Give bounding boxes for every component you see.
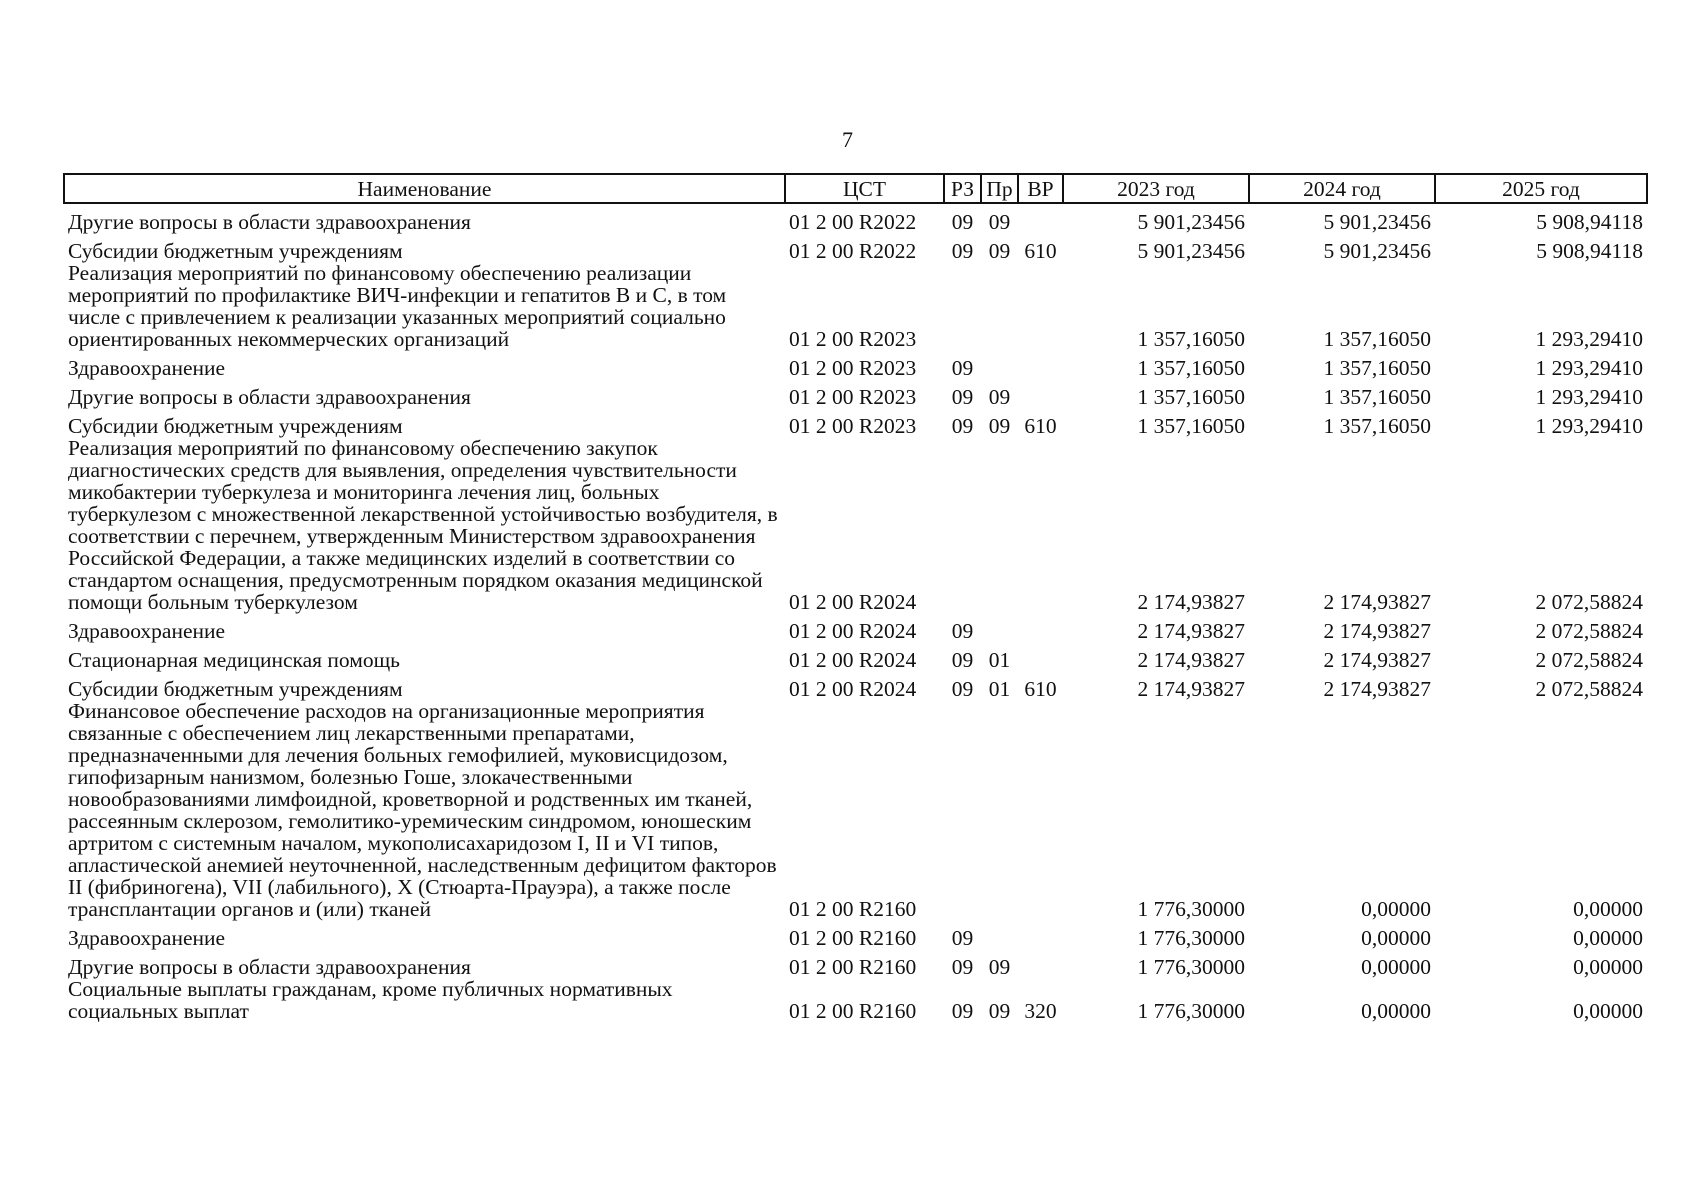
- cell-y2023: 1 357,16050: [1137, 356, 1245, 380]
- header-2024: 2024 год: [1249, 174, 1435, 203]
- cell-y2025: 2 072,58824: [1535, 648, 1643, 672]
- cell-vr: [1018, 949, 1063, 978]
- cell-y2023: 1 776,30000: [1137, 926, 1245, 950]
- cell-vr: [1018, 613, 1063, 642]
- cell-y2025: 5 908,94118: [1536, 239, 1643, 263]
- cell-pr: [981, 437, 1018, 613]
- cell-y2023: 2 174,93827: [1137, 590, 1245, 614]
- cell-y2024: 2 174,93827: [1323, 677, 1431, 701]
- table-row: [64, 613, 1647, 642]
- cell-y2024: 0,00000: [1361, 999, 1431, 1023]
- budget-table: [63, 173, 1648, 1022]
- cell-y2024: 1 357,16050: [1323, 385, 1431, 409]
- cell-y2024: 1 357,16050: [1323, 356, 1431, 380]
- header-rz: РЗ: [944, 174, 981, 203]
- cell-name: Субсидии бюджетным учреждениям: [68, 414, 403, 438]
- table-row: [64, 233, 1647, 262]
- cell-name: Реализация мероприятий по финансовому обеспечению закупок диагностических средств для выявления, определения чувствительности микобактерии туберкулеза и мониторинга лечения лиц, больных туберкулезом с множественной лекарственной устойчивостью возбудителя, в соответствии с перечнем, утвержденным Министерством здравоохранения Российской Федерации, а также медицинских изделий в соответствии со стандартом оснащения, предусмотренным порядком оказания медицинской помощи больным туберкулезом: [68, 436, 778, 614]
- table-row: [64, 671, 1647, 700]
- cell-y2025: 1 293,29410: [1535, 327, 1643, 351]
- cell-rz: 09: [951, 999, 974, 1023]
- cell-y2024: 1 357,16050: [1323, 327, 1431, 351]
- cell-rz: [944, 700, 981, 920]
- cell-vr: 610: [1024, 677, 1057, 701]
- cell-rz: 09: [951, 677, 974, 701]
- cell-y2025: 2 072,58824: [1535, 590, 1643, 614]
- cell-y2024: 0,00000: [1361, 897, 1431, 921]
- cell-y2024: 5 901,23456: [1323, 239, 1431, 263]
- cell-y2025: 0,00000: [1573, 955, 1643, 979]
- cell-y2023: 2 174,93827: [1137, 677, 1245, 701]
- cell-y2025: 0,00000: [1573, 926, 1643, 950]
- cell-y2025: 2 072,58824: [1535, 677, 1643, 701]
- cell-pr: [981, 350, 1018, 379]
- cell-pr: 09: [988, 955, 1011, 979]
- header-vr: ВР: [1018, 174, 1063, 203]
- cell-vr: 610: [1024, 414, 1057, 438]
- cell-cst: 01 2 00 R2022: [789, 210, 917, 234]
- cell-cst: 01 2 00 R2023: [789, 414, 917, 438]
- table-row: [64, 949, 1647, 978]
- cell-y2023: 5 901,23456: [1137, 210, 1245, 234]
- cell-vr: [1018, 700, 1063, 920]
- table-row: [64, 203, 1647, 233]
- cell-name: Финансовое обеспечение расходов на организационные мероприятия связанные с обеспечением лиц лекарственными препаратами, предназначенными для лечения больных гемофилией, муковисцидозом, гипофизарным нанизмом, болезнью Гоше, злокачественными новообразованиями лимфоидной, кроветворной и родственных им тканей, рассеянным склерозом, гемолитико-уремическим синдромом, юношеским артритом с системным началом, мукополисахаридозом I, II и VI типов, апластической анемией неуточненной, наследственным дефицитом факторов II (фибриногена), VII (лабильного), X (Стюарта-Прауэра), а также после трансплантации органов и (или) тканей: [68, 699, 777, 921]
- cell-vr: [1018, 203, 1063, 233]
- cell-cst: 01 2 00 R2024: [789, 677, 917, 701]
- cell-cst: 01 2 00 R2022: [789, 239, 917, 263]
- cell-y2023: 2 174,93827: [1137, 648, 1245, 672]
- cell-cst: 01 2 00 R2160: [789, 926, 917, 950]
- cell-rz: 09: [951, 414, 974, 438]
- cell-pr: 01: [988, 648, 1011, 672]
- table-row: [64, 408, 1647, 437]
- table-body: [64, 203, 1647, 1022]
- cell-name: Здравоохранение: [68, 926, 226, 950]
- cell-cst: 01 2 00 R2160: [789, 999, 917, 1023]
- cell-name: Субсидии бюджетным учреждениям: [68, 239, 403, 263]
- cell-y2025: 0,00000: [1573, 999, 1643, 1023]
- cell-rz: 09: [951, 619, 974, 643]
- cell-vr: [1018, 437, 1063, 613]
- cell-pr: 09: [988, 999, 1011, 1023]
- cell-y2024: 0,00000: [1361, 955, 1431, 979]
- cell-cst: 01 2 00 R2160: [789, 955, 917, 979]
- cell-pr: [981, 262, 1018, 350]
- table-header-row: [64, 174, 1647, 203]
- cell-cst: 01 2 00 R2024: [789, 619, 917, 643]
- cell-pr: 09: [988, 385, 1011, 409]
- cell-name: Здравоохранение: [68, 619, 226, 643]
- cell-rz: [944, 437, 981, 613]
- cell-y2023: 1 776,30000: [1137, 955, 1245, 979]
- cell-name: Реализация мероприятий по финансовому обеспечению реализации мероприятий по профилактике ВИЧ-инфекции и гепатитов В и С, в том числе с привлечением к реализации указанных мероприятий социально ориентированных некоммерческих организаций: [68, 261, 727, 351]
- cell-vr: [1018, 379, 1063, 408]
- header-pr: Пр: [981, 174, 1018, 203]
- cell-y2025: 5 908,94118: [1536, 210, 1643, 234]
- header-2025: 2025 год: [1435, 174, 1647, 203]
- cell-rz: 09: [951, 926, 974, 950]
- cell-y2023: 1 357,16050: [1137, 385, 1245, 409]
- cell-vr: [1018, 642, 1063, 671]
- header-name: Наименование: [64, 174, 785, 203]
- cell-rz: 09: [951, 356, 974, 380]
- cell-name: Другие вопросы в области здравоохранения: [68, 385, 471, 409]
- cell-rz: 09: [951, 210, 974, 234]
- cell-y2023: 1 357,16050: [1137, 414, 1245, 438]
- cell-name: Другие вопросы в области здравоохранения: [68, 210, 471, 234]
- header-cst: ЦСТ: [785, 174, 944, 203]
- cell-y2023: 5 901,23456: [1137, 239, 1245, 263]
- cell-y2025: 2 072,58824: [1535, 619, 1643, 643]
- table-row: [64, 978, 1647, 1022]
- cell-name: Субсидии бюджетным учреждениям: [68, 677, 403, 701]
- cell-pr: 01: [988, 677, 1011, 701]
- page-number: 7: [842, 127, 853, 152]
- header-2023: 2023 год: [1063, 174, 1249, 203]
- table-row: [64, 262, 1647, 350]
- cell-cst: 01 2 00 R2024: [789, 590, 917, 614]
- cell-y2023: 1 776,30000: [1137, 999, 1245, 1023]
- cell-pr: 09: [988, 210, 1011, 234]
- cell-y2024: 2 174,93827: [1323, 648, 1431, 672]
- cell-vr: 610: [1024, 239, 1057, 263]
- cell-y2023: 1 357,16050: [1137, 327, 1245, 351]
- table-row: [64, 920, 1647, 949]
- cell-name: Другие вопросы в области здравоохранения: [68, 955, 471, 979]
- cell-cst: 01 2 00 R2024: [789, 648, 917, 672]
- cell-rz: [944, 262, 981, 350]
- cell-vr: [1018, 920, 1063, 949]
- cell-rz: 09: [951, 648, 974, 672]
- cell-pr: [981, 920, 1018, 949]
- cell-y2024: 1 357,16050: [1323, 414, 1431, 438]
- cell-vr: 320: [1024, 999, 1057, 1023]
- cell-name: Здравоохранение: [68, 356, 226, 380]
- cell-y2023: 1 776,30000: [1137, 897, 1245, 921]
- table-row: [64, 350, 1647, 379]
- cell-vr: [1018, 262, 1063, 350]
- cell-cst: 01 2 00 R2023: [789, 327, 917, 351]
- cell-y2023: 2 174,93827: [1137, 619, 1245, 643]
- cell-y2024: 0,00000: [1361, 926, 1431, 950]
- cell-cst: 01 2 00 R2023: [789, 385, 917, 409]
- cell-y2024: 2 174,93827: [1323, 619, 1431, 643]
- cell-pr: [981, 700, 1018, 920]
- cell-name: Стационарная медицинская помощь: [68, 648, 400, 672]
- cell-y2025: 1 293,29410: [1535, 385, 1643, 409]
- cell-cst: 01 2 00 R2023: [789, 356, 917, 380]
- cell-vr: [1018, 350, 1063, 379]
- cell-cst: 01 2 00 R2160: [789, 897, 917, 921]
- cell-pr: [981, 613, 1018, 642]
- cell-pr: 09: [988, 239, 1011, 263]
- cell-y2025: 1 293,29410: [1535, 356, 1643, 380]
- table-row: [64, 437, 1647, 613]
- cell-name: Социальные выплаты гражданам, кроме публичных нормативных социальных выплат: [68, 977, 673, 1023]
- cell-y2024: 5 901,23456: [1323, 210, 1431, 234]
- cell-rz: 09: [951, 955, 974, 979]
- cell-y2025: 0,00000: [1573, 897, 1643, 921]
- cell-rz: 09: [951, 385, 974, 409]
- cell-rz: 09: [951, 239, 974, 263]
- table-row: [64, 700, 1647, 920]
- table-row: [64, 642, 1647, 671]
- cell-y2024: 2 174,93827: [1323, 590, 1431, 614]
- cell-pr: 09: [988, 414, 1011, 438]
- cell-y2025: 1 293,29410: [1535, 414, 1643, 438]
- table-row: [64, 379, 1647, 408]
